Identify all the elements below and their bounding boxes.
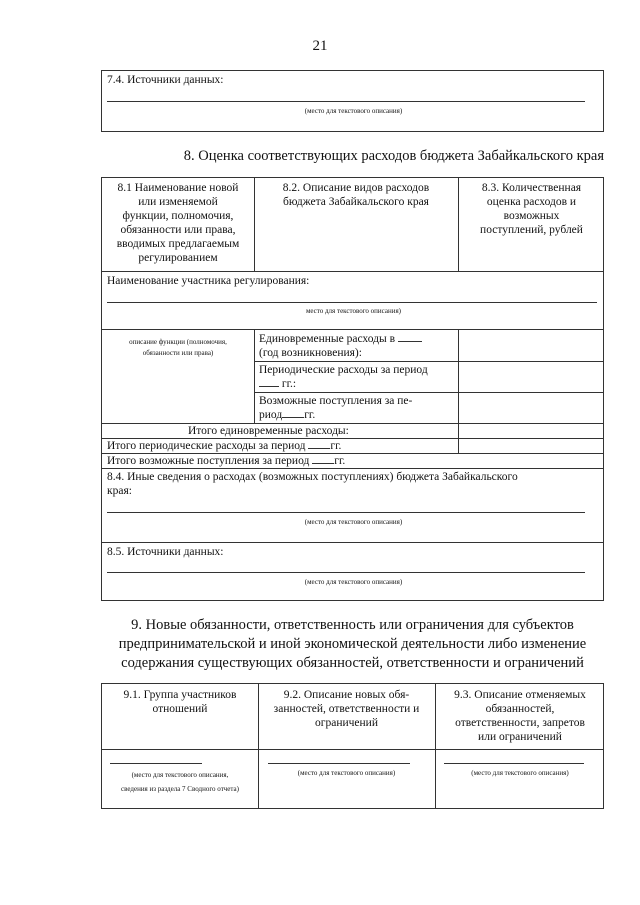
participant-label: Наименование участника регулирования:	[107, 275, 310, 287]
col-8-3-header: 8.3. Количественная оценка расходов и возможных поступлений, рублей	[480, 182, 583, 236]
section-9-table	[101, 683, 604, 809]
col-9-3-header: 9.3. Описание отменяемых обязанностей, ответственности, запретов или ограничений	[454, 689, 586, 743]
sources-7-4-box	[101, 70, 604, 132]
col-9-3-placeholder: (место для текстового описания)	[471, 769, 569, 777]
section-8-title: 8. Оценка соответствующих расходов бюджета Забайкальского края	[183, 148, 604, 164]
possible-revenues: Возможные поступления за пе- риод гг.	[259, 395, 413, 421]
col-9-2-header: 9.2. Описание новых обя- занностей, ответственности и ограничений	[273, 689, 420, 729]
section-8-table	[101, 177, 604, 601]
total-one-time: Итого единовременные расходы:	[188, 425, 349, 437]
section-8-5-placeholder: (место для текстового описания)	[304, 578, 403, 586]
sources-7-4-label: 7.4. Источники данных:	[107, 74, 224, 86]
section-8-5-label: 8.5. Источники данных:	[107, 546, 224, 558]
periodic-expenses: Периодические расходы за период гг.:	[259, 364, 428, 390]
section-8-4-placeholder: (место для текстового описания)	[304, 518, 403, 526]
col-9-1-placeholder: (место для текстового описания, сведения из раздела 7 Сводного отчета)	[121, 771, 239, 793]
one-time-expenses: Единовременные расходы в (год возникновения):	[259, 332, 455, 360]
function-description: описание функции (полномочия, обязанности или права)	[129, 338, 227, 357]
total-possible: Итого возможные поступления за период гг.	[107, 455, 346, 467]
section-8-4: 8.4. Иные сведения о расходах (возможных поступлениях) бюджета Забайкальского края:	[107, 471, 518, 497]
text-line	[107, 101, 585, 102]
participant-placeholder: место для текстового описания)	[305, 307, 402, 315]
col-9-1-header: 9.1. Группа участников отношений	[123, 689, 237, 715]
total-periodic: Итого периодические расходы за период гг.	[107, 440, 342, 452]
col-9-2-placeholder: (место для текстового описания)	[297, 769, 396, 777]
placeholder-text: (место для текстового описания)	[304, 107, 403, 115]
page-number: 21	[312, 38, 328, 54]
col-8-1-header: 8.1 Наименование новой или изменяемой функции, полномочия, обязанности или права, вводимых предлагаемым регулированием	[116, 182, 240, 264]
section-9-title: 9. Новые обязанности, ответственность или ограничения для субъектов предпринимательской и иной экономической деятельности либо изменение содержания существующих обязанностей, ответственности и ограничений	[118, 617, 587, 671]
col-8-2-header: 8.2. Описание видов расходов бюджета Забайкальского края	[282, 182, 430, 208]
